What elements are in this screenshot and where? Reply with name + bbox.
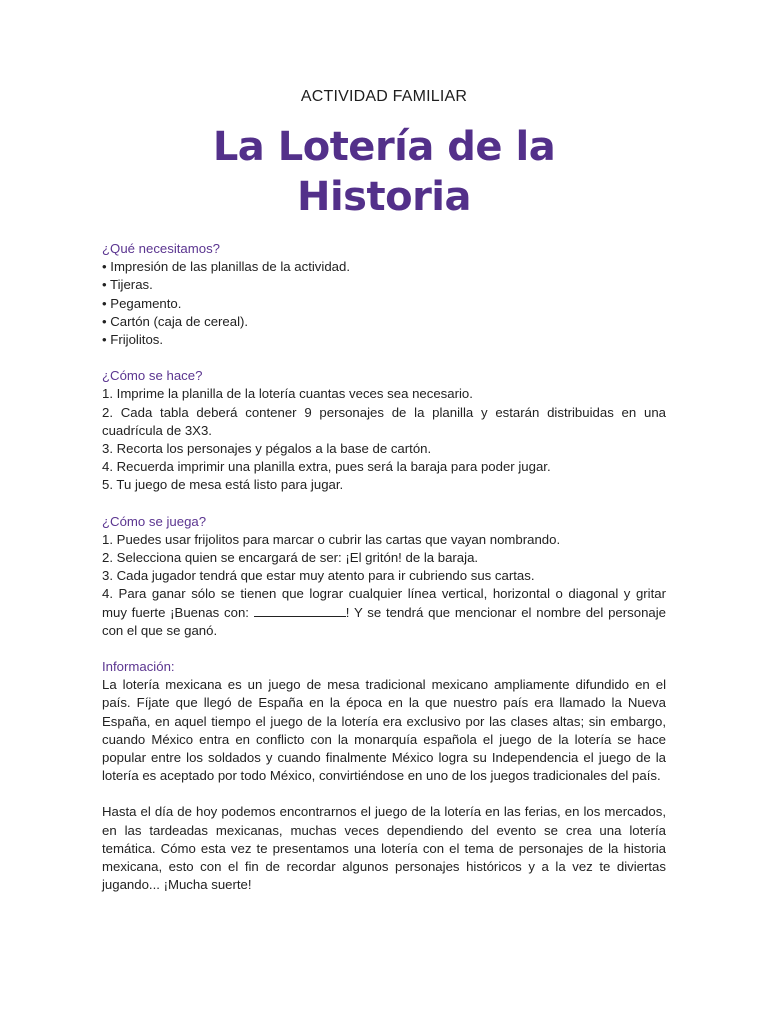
list-item: • Tijeras. xyxy=(102,277,153,293)
section-heading-how-play: ¿Cómo se juega? xyxy=(102,513,207,529)
list-item: 3. Recorta los personajes y pégalos a la base de cartón. xyxy=(102,441,432,457)
section-info-2 xyxy=(102,803,666,894)
title-line-2: Historia xyxy=(296,174,472,220)
kicker-label: ACTIVIDAD FAMILIAR xyxy=(300,88,468,105)
list-item: 1. Imprime la planilla de la lotería cuantas veces sea necesario. xyxy=(102,386,473,402)
list-item: • Cartón (caja de cereal). xyxy=(102,313,249,329)
list-item-4-before: 4. Para ganar sólo se tienen que lograr cualquier línea vertical, horizontal o diagonal y gritar muy fuerte ¡Buenas con: xyxy=(102,586,666,620)
list-item: • Pegamento. xyxy=(102,295,182,311)
list-item-4-after: ! Y se tendrá que mencionar el nombre del personaje con el que se ganó. xyxy=(102,604,666,638)
list-item: 3. Cada jugador tendrá que estar muy atento para ir cubriendo sus cartas. xyxy=(102,568,535,584)
section-how-play xyxy=(102,513,666,640)
list-item: • Impresión de las planillas de la actividad. xyxy=(102,259,350,275)
info-paragraph-1: La lotería mexicana es un juego de mesa tradicional mexicano ampliamente difundido en el país. Fíjate que llegó de España en la época en la que nuestro país era llamado la Nueva España, en aquel tiempo el juego de la lotería era exclusivo por las clases altas; sin embargo, cuando México entra en conflicto con la monarquía española el juego de la lotería se hace popular entre los soldados y cuando finalmente México logra su Independencia el juego de la lotería es aceptado por todo México, convirtiéndose en uno de los juegos tradicionales del país. xyxy=(102,677,666,784)
blank-line xyxy=(254,605,346,617)
document-body xyxy=(102,240,666,913)
list-item-4 xyxy=(102,585,666,640)
section-heading-how-made: ¿Cómo se hace? xyxy=(102,368,203,384)
info-paragraph-2: Hasta el día de hoy podemos encontrarnos el juego de la lotería en las ferias, en los mercados, en las tardeadas mexicanas, muchas veces dependiendo del evento se crea una lotería temática. Cómo esta vez te presentamos una lotería con el tema de personajes de la historia mexicana, esto con el fin de recordar algunos personajes históricos y a la vez te diviertas jugando... ¡Mucha suerte! xyxy=(102,804,666,893)
section-heading-info: Información: xyxy=(102,659,175,675)
list-item: 4. Recuerda imprimir una planilla extra, pues será la baraja para poder jugar. xyxy=(102,459,551,475)
title-line-1: La Lotería de la xyxy=(212,124,556,170)
page-title xyxy=(0,122,768,222)
list-item: • Frijolitos. xyxy=(102,332,164,348)
section-heading-needs: ¿Qué necesitamos? xyxy=(102,241,221,256)
list-item: 1. Puedes usar frijolitos para marcar o cubrir las cartas que vayan nombrando. xyxy=(102,531,561,547)
list-item: 2. Cada tabla deberá contener 9 personajes de la planilla y estarán distribuidas en una cuadrícula de 3X3. xyxy=(102,404,666,438)
section-needs xyxy=(102,240,666,349)
list-item: 5. Tu juego de mesa está listo para jugar. xyxy=(102,477,344,493)
section-info xyxy=(102,658,666,785)
section-how-made xyxy=(102,367,666,494)
list-item: 2. Selecciona quien se encargará de ser: ¡El gritón! de la baraja. xyxy=(102,550,479,566)
